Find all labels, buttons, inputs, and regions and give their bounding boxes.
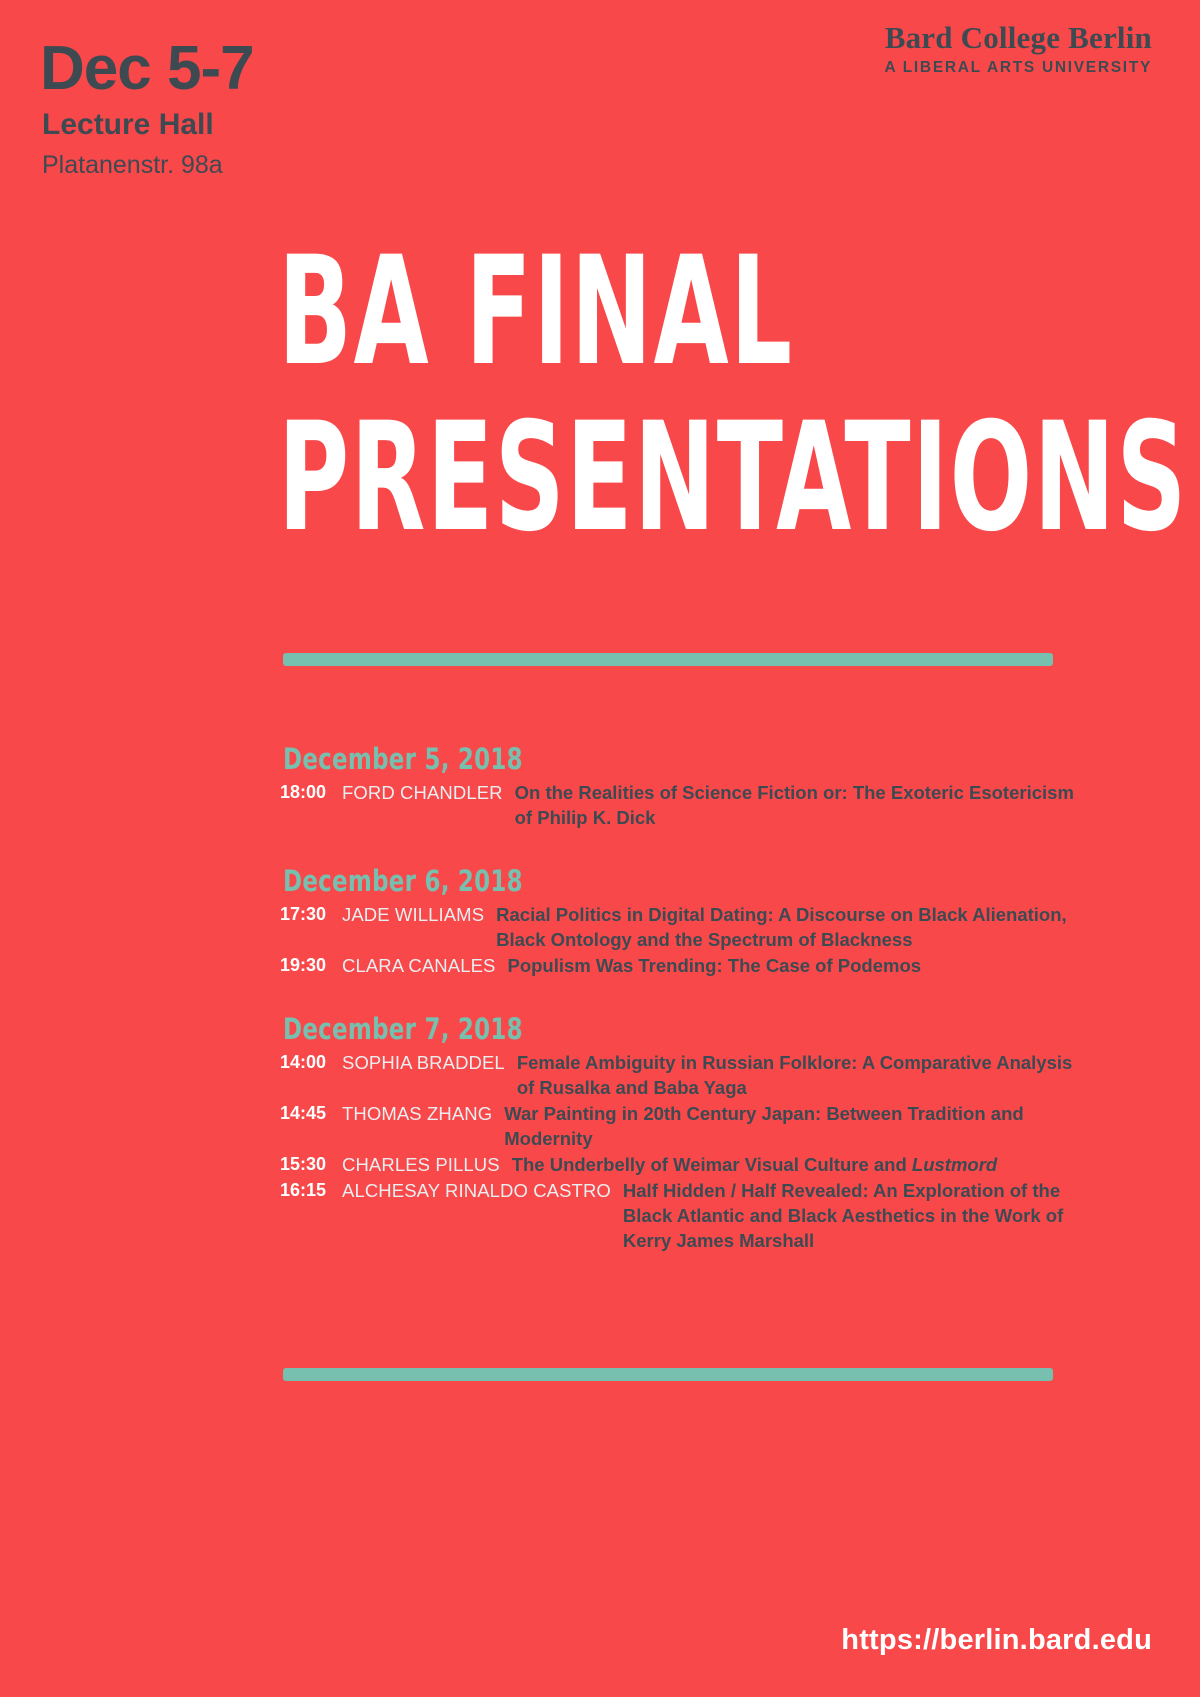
event-date-range: Dec 5-7	[40, 34, 254, 103]
schedule-entry	[280, 780, 1080, 830]
brand-tagline: A LIBERAL ARTS UNIVERSITY	[884, 58, 1152, 76]
entry-title-italic: Lustmord	[911, 1154, 998, 1175]
schedule-day	[280, 742, 1080, 830]
entry-speaker: THOMAS ZHANG	[342, 1103, 493, 1124]
event-venue: Lecture Hall	[42, 108, 214, 141]
entry-time: 18:00	[280, 782, 327, 802]
schedule-day-heading: December 6, 2018	[283, 864, 523, 898]
entry-time: 14:00	[280, 1052, 327, 1072]
brand-logo	[884, 22, 1152, 77]
entry-title: Female Ambiguity in Russian Folklore: A Comparative Analysis of Rusalka and Baba Yaga	[516, 1052, 1073, 1098]
poster-title-line-2: PRESENTATIONS	[278, 391, 1188, 565]
event-address: Platanenstr. 98a	[42, 150, 223, 179]
entry-title-text: The Underbelly of Weimar Visual Culture and	[511, 1154, 912, 1175]
entry-speaker: JADE WILLIAMS	[342, 904, 485, 925]
entry-time: 15:30	[280, 1154, 327, 1174]
entry-time: 14:45	[280, 1103, 327, 1123]
schedule-day	[280, 864, 1080, 978]
entry-title: On the Realities of Science Fiction or: The Exoteric Esotericism of Philip K. Dick	[514, 782, 1074, 828]
schedule-entry	[280, 902, 1080, 952]
entry-title: War Painting in 20th Century Japan: Between Tradition and Modernity	[504, 1103, 1024, 1149]
schedule-day-heading: December 7, 2018	[283, 1012, 523, 1046]
schedule-entry	[280, 1178, 1080, 1253]
website-url[interactable]: https://berlin.bard.edu	[841, 1624, 1152, 1656]
entry-speaker: FORD CHANDLER	[342, 782, 503, 803]
entry-speaker: SOPHIA BRADDEL	[342, 1052, 505, 1073]
schedule-day-heading: December 5, 2018	[283, 742, 523, 776]
entry-title	[512, 1152, 998, 1177]
divider-top	[283, 653, 1053, 666]
entry-title: Half Hidden / Half Revealed: An Exploration of the Black Atlantic and Black Aesthetics in the Work of Kerry James Marshall	[622, 1180, 1064, 1251]
schedule-entry	[280, 953, 1080, 978]
poster-title-line-1: BA FINAL	[278, 225, 794, 399]
entry-title: Populism Was Trending: The Case of Podemos	[507, 955, 922, 976]
brand-name: Bard College Berlin	[884, 20, 1152, 55]
entry-speaker: CLARA CANALES	[342, 955, 496, 976]
entry-title: Racial Politics in Digital Dating: A Discourse on Black Alienation, Black Ontology and the Spectrum of Blackness	[496, 904, 1067, 950]
schedule-day	[280, 1012, 1080, 1253]
event-date-block	[40, 34, 254, 180]
schedule-entry	[280, 1050, 1080, 1100]
entry-speaker: ALCHESAY RINALDO CASTRO	[342, 1180, 611, 1201]
poster-title	[278, 225, 1188, 565]
entry-time: 19:30	[280, 955, 327, 975]
entry-speaker: CHARLES PILLUS	[342, 1154, 500, 1175]
schedule-entry	[280, 1152, 1080, 1177]
schedule-list	[280, 742, 1080, 1254]
schedule-entry	[280, 1101, 1080, 1151]
divider-bottom	[283, 1368, 1053, 1381]
entry-time: 16:15	[280, 1180, 327, 1200]
entry-time: 17:30	[280, 904, 327, 924]
